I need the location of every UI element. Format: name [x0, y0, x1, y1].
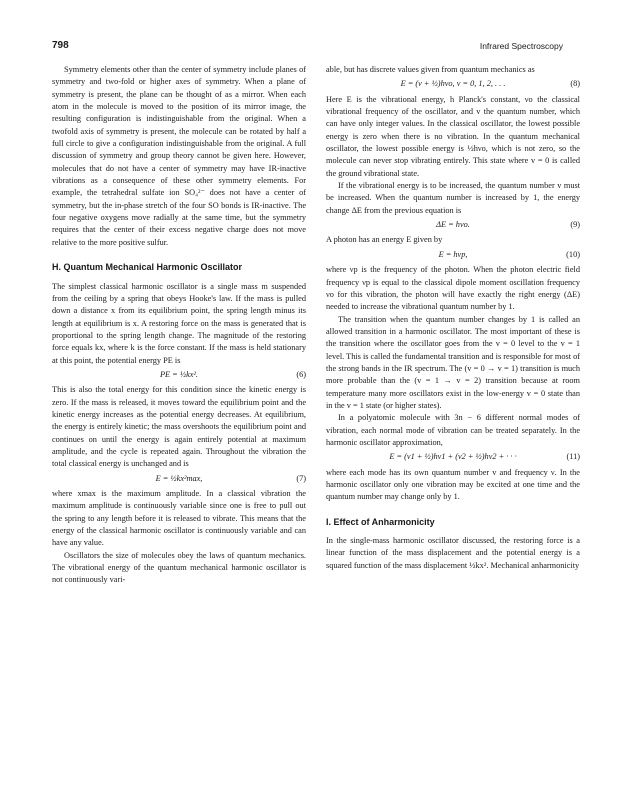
equation-7-body: E = ½kx²max, — [155, 473, 203, 483]
equation-11-number: (11) — [566, 452, 580, 462]
equation-11-body: E = (v1 + ½)hν1 + (v2 + ½)hν2 + · · · — [389, 452, 517, 462]
paragraph-discrete-values: able, but has discrete values given from quantum mechanics as — [326, 65, 535, 74]
paragraph-max-amplitude: where xmax is the maximum amplitude. In a classical vibration the maximum amplitude is continuously variable since one is free to pull out the spring to any length before it is released to vibrate. This means that the energy of the classical harmonic oscillator is continuously variable and can have any value. — [52, 489, 306, 548]
section-heading-h: H. Quantum Mechanical Harmonic Oscillator — [52, 262, 243, 273]
paragraph-anharmonicity: In the single-mass harmonic oscillator discussed, the restoring force is a linear function of the mass displacement and the potential energy is a squared function of the mass displacement ½kx². Mechanical anharmonicity — [326, 536, 580, 570]
paragraph-harmonic-oscillator: The simplest classical harmonic oscillator is a single mass m suspended from the ceiling by a spring that obeys Hooke's law. If the mass is pulled down a distance x from its equilibrium point, the spring length minus its length at equilibrium is x. A restoring force on the mass is generated that is proportional to the spring length change. The magnitude of the restoring force equals kx, where k is the force constant. If the mass is held stationary at this point, the potential energy PE is — [52, 281, 306, 365]
equation-10 — [326, 249, 580, 261]
equation-7 — [52, 473, 306, 485]
page-number: 798 — [52, 40, 69, 51]
equation-6-body: PE = ½kx². — [159, 369, 199, 379]
equation-6 — [52, 369, 306, 381]
paragraph-energy-terms: Here E is the vibrational energy, h Planck's constant, νo the classical vibrational frequency of the oscillator, and v the quantum number, which can have only integer values. In the classical oscillator, the lowest possible energy is zero when there is no vibration. In the quantum mechanical oscillator, the lowest possible energy is ½hνo, which is not zero, so the molecule can never stop vibrating entirely. This state where v = 0 is called the ground vibrational state. — [326, 94, 580, 178]
paragraph-allowed-transition: The transition when the quantum number changes by 1 is called an allowed transition in a harmonic oscillator. The most important of these is the transition where the oscillator goes from the v = 0 level to the v = 1 level. This is called the fundamental transition and is responsible for most of the strong bands in the IR spectrum. The (v = 0 → v = 1) transition is much more probable than the (v = 1 → v = 2) transition because at room temperature many more oscillators exist in the low-energy v = 0 state than in the v = 1 state (or higher states). — [326, 314, 580, 410]
paragraph-quantum-laws: Oscillators the size of molecules obey the laws of quantum mechanics. The vibrational energy of the quantum mechanical harmonic oscillator is not continuously vari- — [52, 550, 306, 585]
equation-9-number: (9) — [570, 220, 580, 230]
equation-9 — [326, 219, 580, 231]
equation-8-body: E = (v + ½)hνo, v = 0, 1, 2, . . . — [400, 79, 506, 89]
equation-7-number: (7) — [296, 473, 306, 483]
paragraph-energy-increase: If the vibrational energy is to be increased, the quantum number v must be increased. When the quantum number is increased by 1, the energy change ΔE from the previous equation is — [326, 181, 580, 215]
running-head: Infrared Spectroscopy — [479, 41, 563, 51]
equation-8-number: (8) — [570, 79, 580, 89]
paragraph-symmetry: Symmetry elements other than the center of symmetry include planes of symmetry and two-fold or higher axes of symmetry. When a plane of symmetry is present, the plane can be thought of as a mirror. When each atom in the molecule is moved to the position of its mirror image, the resulting configuration is indistinguishable from the original. When a twofold axis of symmetry is present, the molecule can be rotated by half a full circle to give a configuration indistinguishable from the original. A full discussion of symmetry and group theory cannot be given here. However, molecules that do not have a center of symmetry may have IR-inactive vibrations as a consequence of these other symmetry elements. For example, the tetrahedral sulfate ion SO₄²⁻ does not have a center of symmetry, but the in-phase stretch of the four SO bonds is IR-inactive. The four negative oxygens move radially at the same time, but the symmetry requires that the center of their excess negative charge does not move relative to the more positive sulfur. — [52, 65, 306, 247]
equation-10-number: (10) — [566, 249, 580, 259]
equation-9-body: ΔE = hνo. — [436, 220, 470, 230]
paragraph-mode-quantum-number: where each mode has its own quantum number v and frequency ν. In the harmonic oscillator only one vibration may be excited at one time and the quantum number may change only by 1. — [326, 467, 580, 502]
paragraph-total-energy: This is also the total energy for this condition since the kinetic energy is zero. If the mass is released, it moves toward the equilibrium point and the kinetic energy increases as the potential energy decreases. At equilibrium, the energy is entirely kinetic; the mass overshoots the equilibrium point and continues on until the energy is again entirely potential at maximum amplitude, and the cycle is repeated again. Throughout the vibration the total classical energy is unchanged and is — [52, 385, 306, 469]
paragraph-photon-frequency: where νp is the frequency of the photon. When the photon electric field frequency νp is equal to the classical dipole moment oscillation frequency νo for this vibration, the photon will have exactly the right energy (ΔE) needed to increase the vibrational quantum number by 1. — [326, 265, 580, 312]
equation-10-body: E = hνp, — [438, 249, 468, 259]
left-column — [52, 64, 306, 587]
section-heading-i: I. Effect of Anharmonicity — [326, 516, 435, 527]
right-column — [326, 64, 580, 572]
paragraph-photon-energy: A photon has an energy E given by — [326, 235, 443, 245]
equation-11 — [326, 451, 580, 463]
paragraph-polyatomic: In a polyatomic molecule with 3n − 6 different normal modes of vibration, each normal mode of vibration can be treated separately. In the harmonic oscillator approximation, — [326, 413, 580, 447]
equation-8 — [326, 78, 580, 90]
equation-6-number: (6) — [296, 369, 306, 379]
